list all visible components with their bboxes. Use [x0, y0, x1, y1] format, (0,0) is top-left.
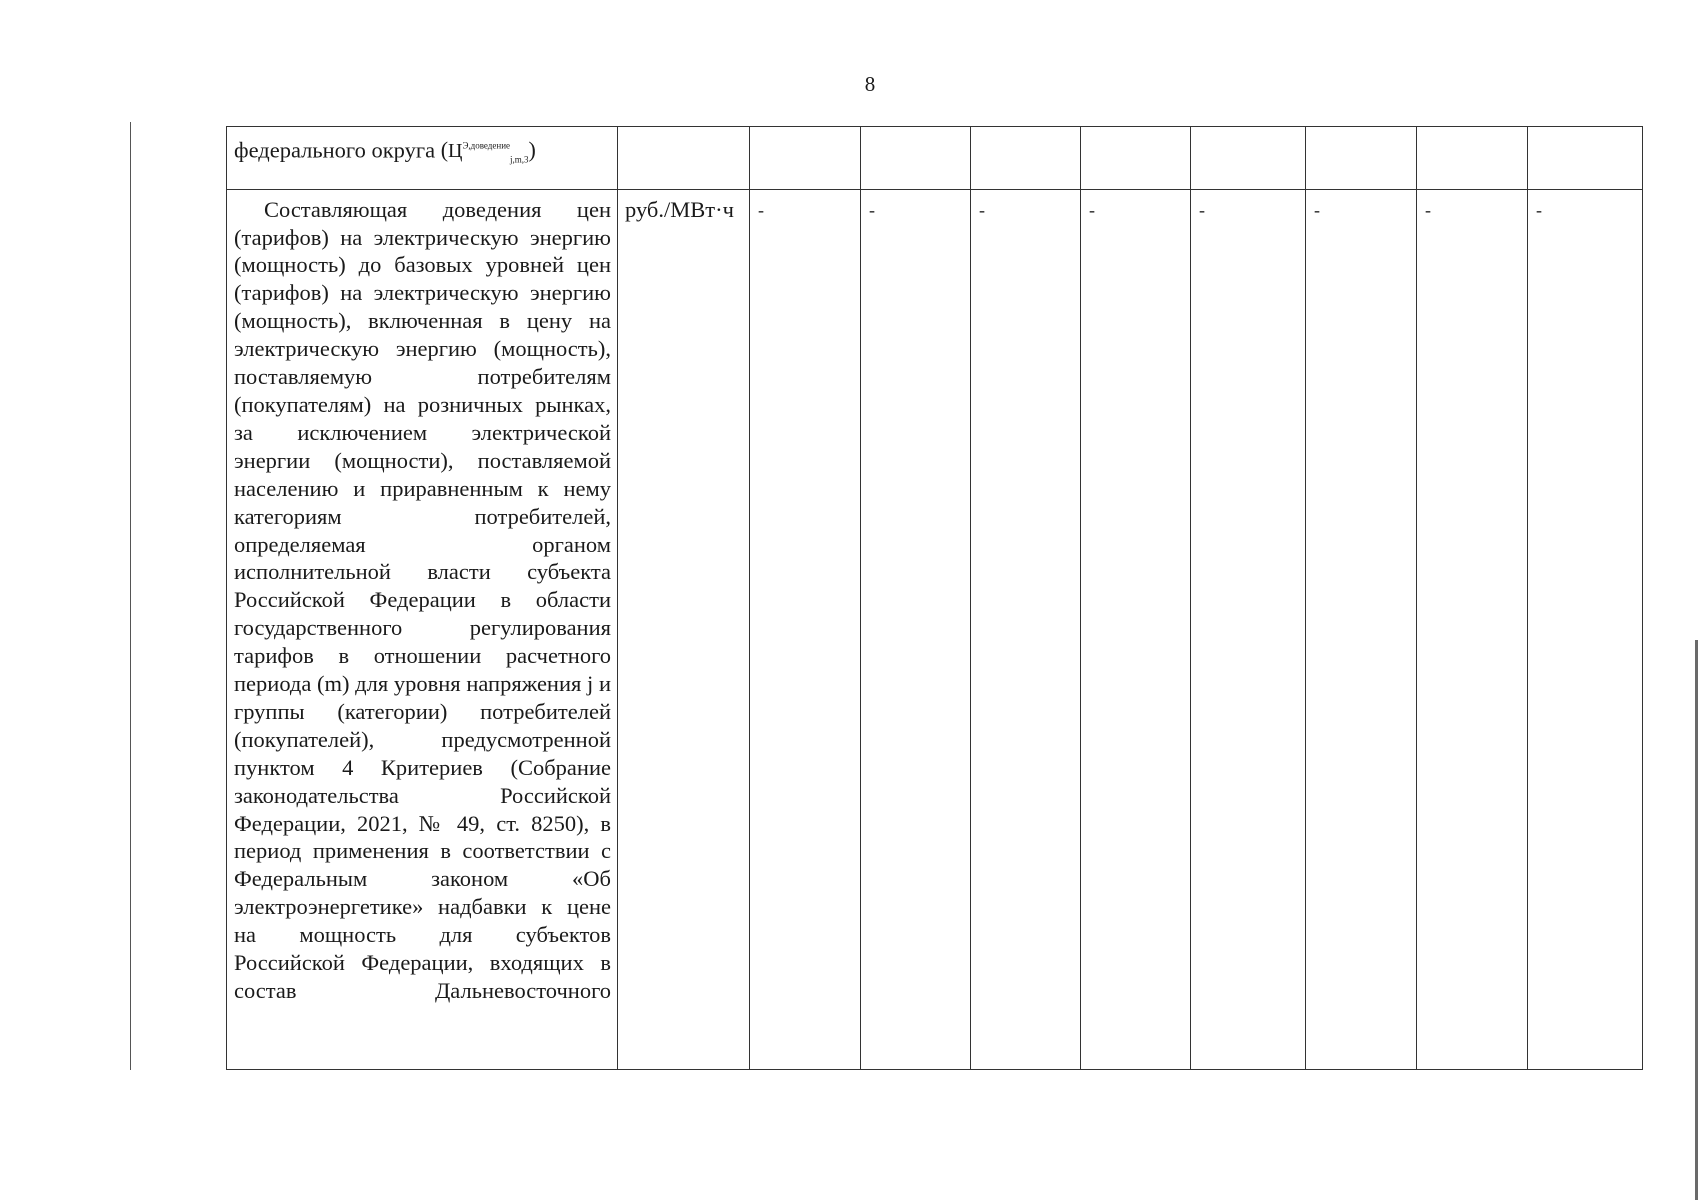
table-cell-value: - — [750, 189, 861, 1069]
formula-symbol: Ц — [448, 140, 463, 163]
table-cell — [618, 127, 750, 190]
tariff-table — [226, 126, 1643, 1070]
table-cell-label — [227, 127, 618, 190]
table-cell — [750, 127, 861, 190]
page-number: 8 — [864, 72, 876, 96]
table-cell — [1417, 127, 1528, 190]
description-text: Составляющая доведения цен (тарифов) на электрическую энергию (мощность) до базовых уровней цен (тарифов) на электрическую энергию (мощность), включенная в цену на электрическую энергию (мощность), поставляемую потребителям (покупателям) на розничных рынках, за исключением электрической энергии (мощности), поставляемой населению и приравненным к нему категориям потребителей, определяемая органом исполнительной власти субъекта Российской Федерации в области государственного регулирования тарифов в отношении расчетного периода (m) для уровня напряжения j и группы (категории) потребителей (покупателей), предусмотренной пунктом 4 Критериев (Собрание законодательства Российской Федерации, 2021, № 49, ст. 8250), в период применения в соответствии с Федеральным законом «Об электроэнергетике» надбавки к цене на мощность для субъектов Российской Федерации, входящих в состав Дальневосточного — [234, 196, 611, 1003]
row-label-text: федерального округа — [234, 137, 436, 163]
table-cell — [1081, 127, 1191, 190]
table-cell — [861, 127, 971, 190]
table-cell-value: - — [1417, 189, 1528, 1069]
table-cell — [1191, 127, 1306, 190]
table-row-main — [227, 189, 1643, 1069]
margin-rule — [130, 122, 131, 1070]
table-cell-value: - — [1191, 189, 1306, 1069]
table-cell-value: - — [1528, 189, 1643, 1069]
formula-subscript: j,m,3 — [510, 154, 529, 165]
formula: $(Ц^{Э,доведение}_{j,m,3})$ — [440, 137, 536, 165]
formula-superscript: Э,доведение — [462, 141, 511, 151]
table-cell-value: - — [861, 189, 971, 1069]
table-row-header — [227, 127, 1643, 190]
table-cell-unit: руб./МВт·ч — [618, 189, 750, 1069]
table-cell-value: - — [971, 189, 1081, 1069]
table-cell — [1306, 127, 1417, 190]
table-cell-value: - — [1306, 189, 1417, 1069]
table-cell-description — [227, 189, 618, 1069]
table-cell-value: - — [1081, 189, 1191, 1069]
table-cell — [1528, 127, 1643, 190]
table-cell — [971, 127, 1081, 190]
